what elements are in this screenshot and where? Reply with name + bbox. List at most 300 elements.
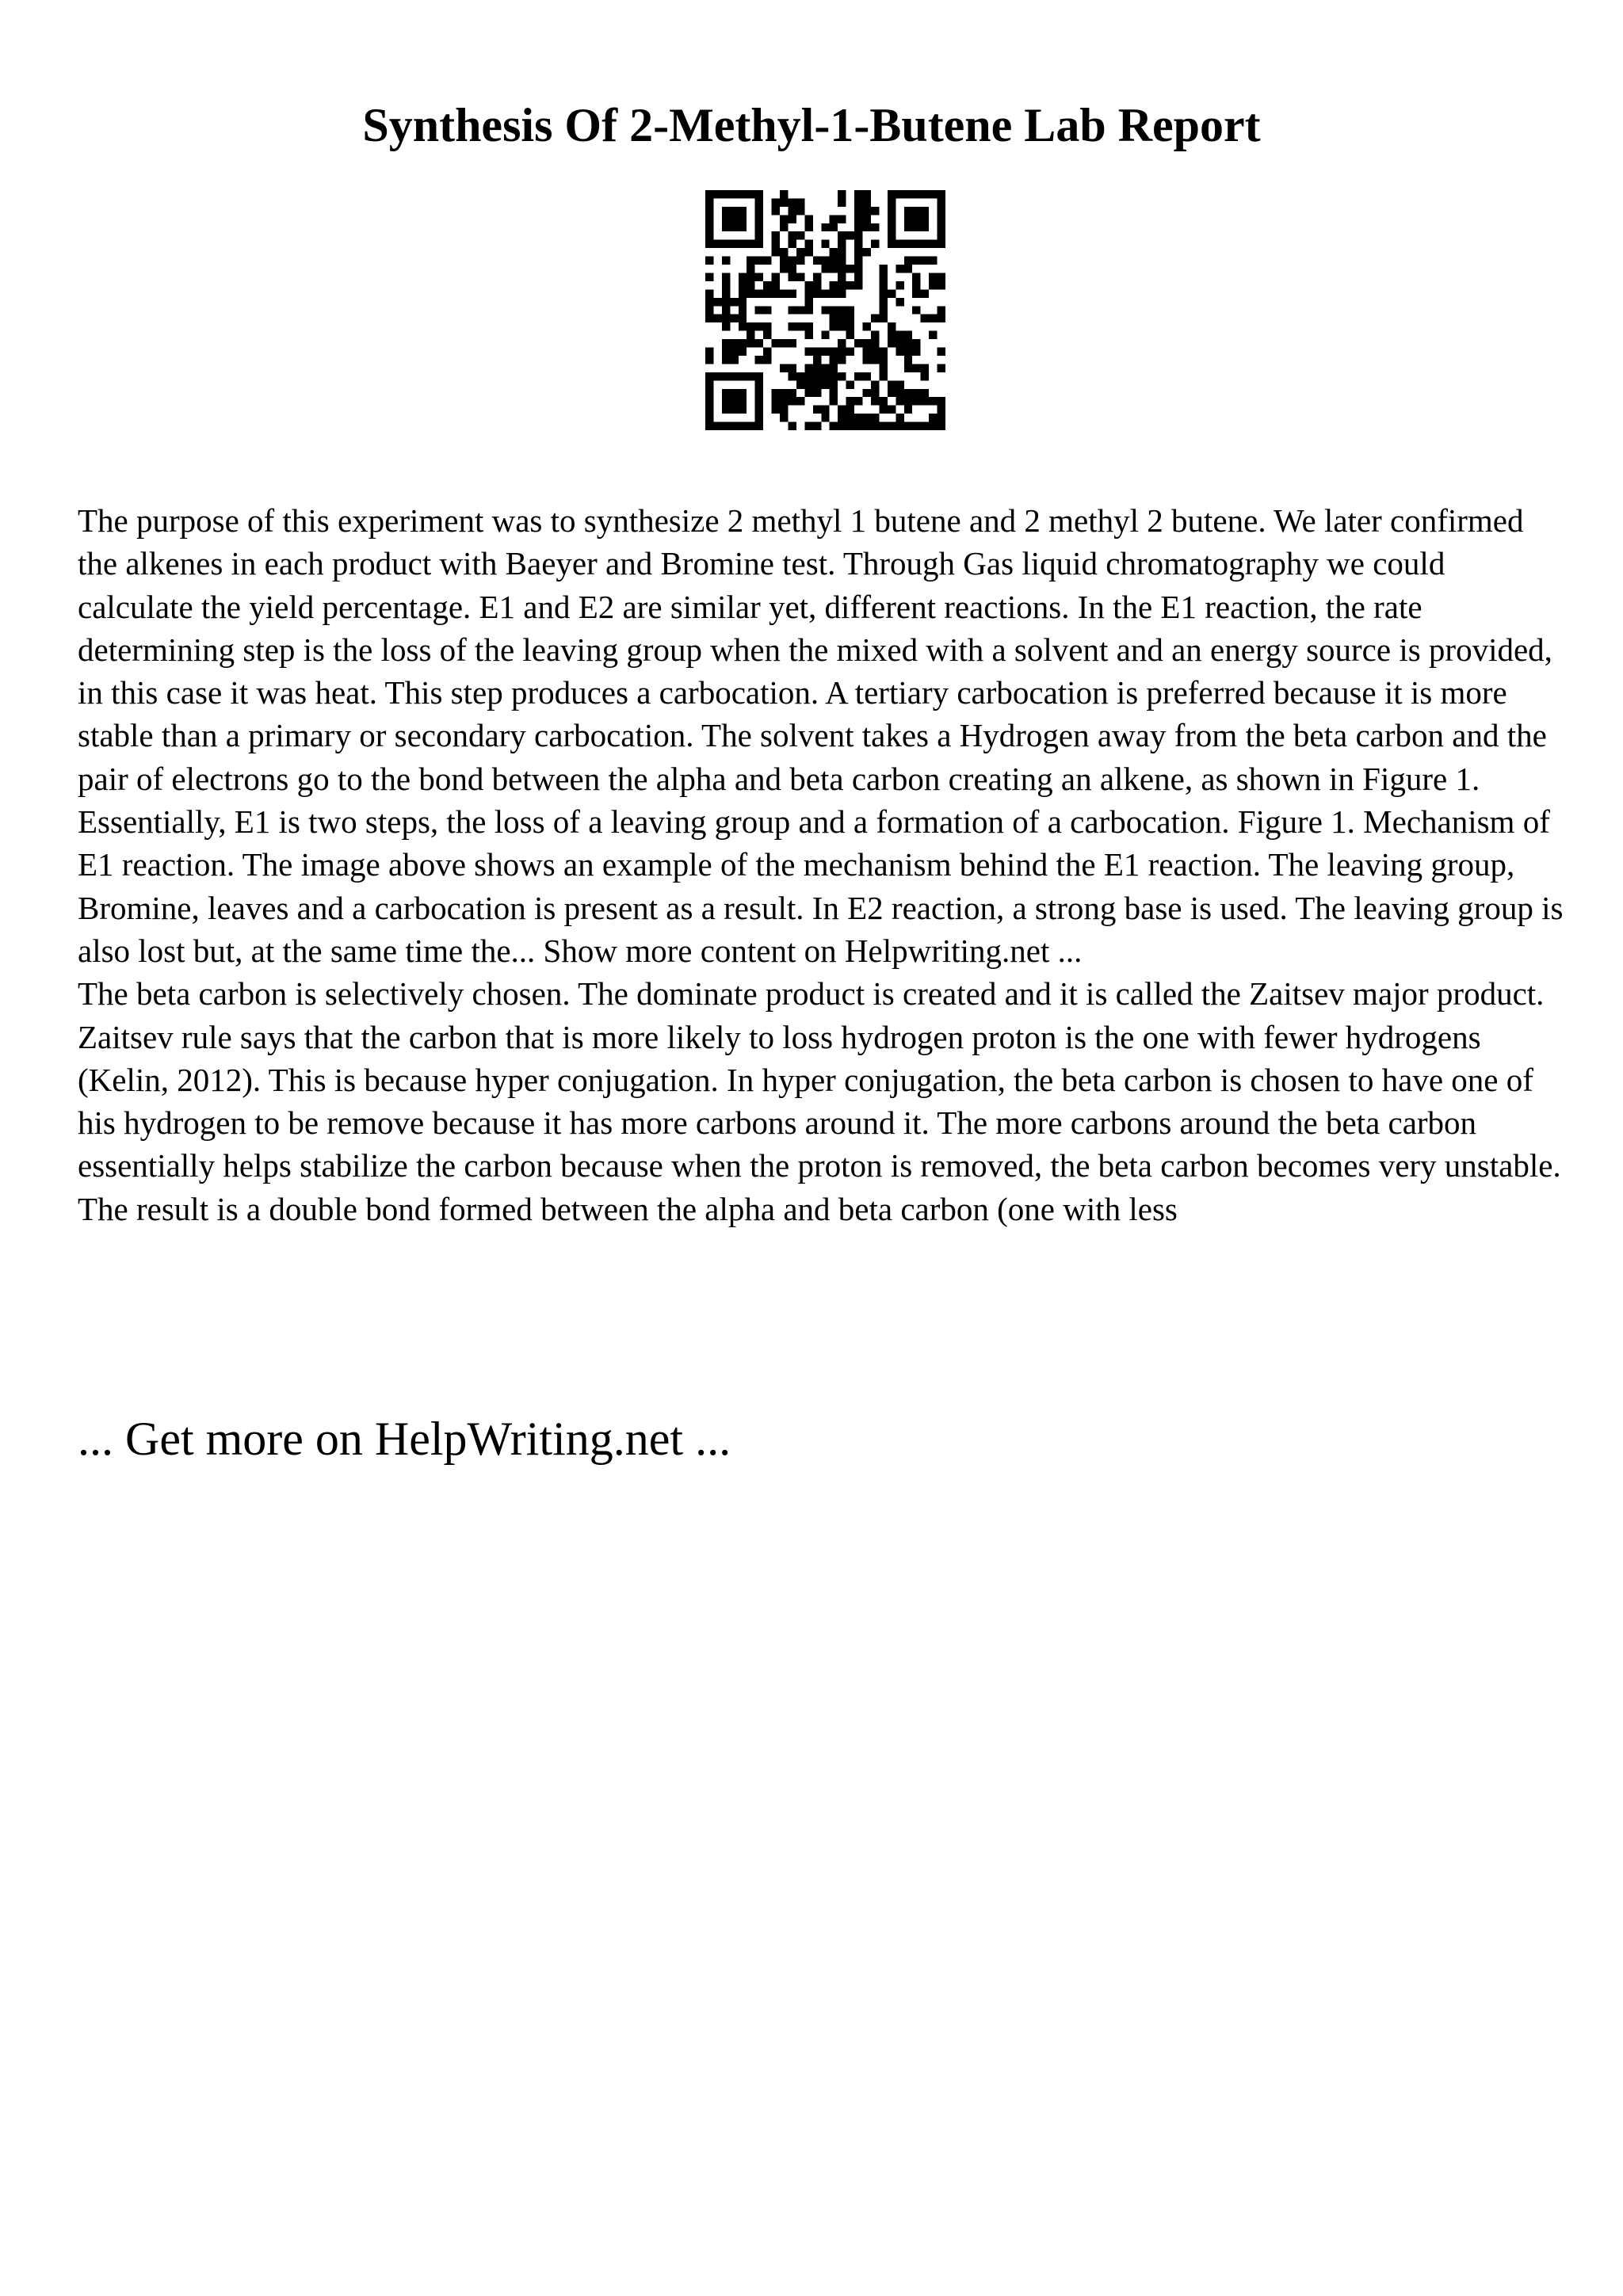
qr-module — [879, 372, 887, 380]
qr-module — [879, 273, 887, 280]
qr-module — [871, 207, 879, 215]
qr-module — [863, 422, 871, 430]
qr-module — [821, 364, 829, 372]
qr-module — [854, 240, 862, 248]
qr-module — [813, 406, 821, 414]
qr-module — [772, 389, 780, 397]
qr-module — [854, 223, 862, 231]
qr-module — [796, 198, 804, 206]
qr-module — [871, 315, 879, 322]
qr-module — [788, 240, 796, 248]
qr-module — [912, 273, 920, 280]
qr-module — [863, 223, 871, 231]
qr-module — [838, 265, 846, 273]
qr-module — [929, 414, 937, 421]
qr-module — [705, 315, 713, 322]
qr-module — [804, 348, 812, 356]
qr-module — [854, 265, 862, 273]
qr-module — [780, 389, 788, 397]
qr-module — [871, 397, 879, 405]
qr-module — [838, 414, 846, 421]
qr-module — [938, 273, 945, 280]
qr-module — [838, 348, 846, 356]
qr-module — [821, 240, 829, 248]
qr-module — [755, 339, 763, 347]
qr-module — [921, 315, 929, 322]
qr-module — [763, 331, 771, 339]
qr-module — [879, 406, 887, 414]
qr-module — [780, 339, 788, 347]
qr-module — [904, 265, 912, 273]
qr-module — [846, 406, 854, 414]
qr-module — [854, 281, 862, 289]
qr-module — [846, 322, 854, 330]
qr-module — [929, 281, 937, 289]
qr-module — [705, 289, 713, 297]
qr-module — [705, 298, 713, 306]
qr-module — [796, 306, 804, 314]
qr-module — [838, 240, 846, 248]
qr-module — [871, 240, 879, 248]
qr-module — [830, 215, 838, 223]
qr-code-icon — [705, 190, 945, 430]
qr-module — [772, 397, 780, 405]
qr-module — [871, 389, 879, 397]
qr-module — [788, 265, 796, 273]
qr-module — [854, 190, 862, 198]
qr-module — [796, 248, 804, 256]
qr-module — [796, 380, 804, 388]
qr-module — [830, 223, 838, 231]
qr-module — [846, 397, 854, 405]
qr-module — [838, 198, 846, 206]
qr-module — [830, 248, 838, 256]
qr-module — [838, 289, 846, 297]
qr-module — [705, 348, 713, 356]
qr-module — [854, 372, 862, 380]
qr-module — [788, 231, 796, 239]
qr-module — [938, 414, 945, 421]
qr-module — [863, 198, 871, 206]
qr-module — [730, 339, 738, 347]
qr-module — [730, 298, 738, 306]
qr-module — [854, 231, 862, 239]
qr-module — [747, 257, 754, 265]
qr-module — [854, 207, 862, 215]
qr-module — [804, 372, 812, 380]
qr-module — [938, 281, 945, 289]
qr-module — [879, 364, 887, 372]
qr-module — [838, 406, 846, 414]
qr-module — [739, 339, 747, 347]
qr-module — [722, 289, 730, 297]
qr-module — [788, 306, 796, 314]
qr-module — [722, 315, 730, 322]
qr-module — [938, 364, 945, 372]
qr-module — [921, 422, 929, 430]
qr-module — [796, 273, 804, 280]
qr-module — [904, 364, 912, 372]
qr-module — [863, 215, 871, 223]
qr-module — [772, 339, 780, 347]
qr-module — [879, 397, 887, 405]
qr-module — [722, 281, 730, 289]
qr-module — [821, 257, 829, 265]
qr-module — [739, 322, 747, 330]
qr-module — [804, 281, 812, 289]
qr-module — [772, 289, 780, 297]
qr-module — [879, 315, 887, 322]
qr-module — [929, 273, 937, 280]
qr-module — [804, 306, 812, 314]
qr-module — [780, 364, 788, 372]
qr-module — [938, 406, 945, 414]
qr-module — [888, 422, 896, 430]
qr-module — [747, 289, 754, 297]
qr-module — [846, 380, 854, 388]
qr-module — [854, 215, 862, 223]
qr-module — [813, 273, 821, 280]
qr-module — [780, 248, 788, 256]
qr-module — [739, 289, 747, 297]
qr-module — [813, 422, 821, 430]
qr-module — [838, 306, 846, 314]
qr-module — [804, 331, 812, 339]
qr-module — [854, 397, 862, 405]
qr-module — [722, 339, 730, 347]
qr-module — [871, 356, 879, 364]
qr-module — [780, 289, 788, 297]
qr-module — [904, 339, 912, 347]
qr-module — [879, 289, 887, 297]
qr-module — [813, 372, 821, 380]
qr-module — [796, 372, 804, 380]
qr-module — [804, 322, 812, 330]
qr-module — [780, 198, 788, 206]
qr-module — [772, 281, 780, 289]
article-body — [78, 499, 1568, 1230]
qr-module — [705, 356, 713, 364]
qr-module — [804, 223, 812, 231]
qr-module — [705, 306, 713, 314]
qr-module — [846, 281, 854, 289]
qr-module — [871, 223, 879, 231]
qr-module — [863, 322, 871, 330]
qr-module — [821, 265, 829, 273]
qr-module — [863, 207, 871, 215]
qr-module — [780, 406, 788, 414]
qr-module — [830, 356, 838, 364]
qr-module — [879, 356, 887, 364]
qr-module — [780, 265, 788, 273]
qr-module — [929, 257, 937, 265]
qr-module — [788, 339, 796, 347]
qr-module — [804, 240, 812, 248]
qr-module — [813, 257, 821, 265]
qr-module — [755, 306, 763, 314]
qr-module — [879, 422, 887, 430]
qr-module — [863, 389, 871, 397]
qr-module — [830, 306, 838, 314]
qr-module — [830, 281, 838, 289]
qr-module — [838, 372, 846, 380]
qr-module — [788, 257, 796, 265]
qr-module — [796, 322, 804, 330]
qr-module — [929, 397, 937, 405]
qr-module — [730, 348, 738, 356]
qr-module — [879, 298, 887, 306]
qr-module — [871, 414, 879, 421]
qr-module — [863, 356, 871, 364]
qr-module — [804, 380, 812, 388]
qr-module — [896, 414, 903, 421]
qr-module — [796, 207, 804, 215]
qr-module — [739, 348, 747, 356]
qr-module — [796, 257, 804, 265]
qr-module — [854, 248, 862, 256]
qr-module — [747, 273, 754, 280]
qr-module — [780, 190, 788, 198]
qr-module — [755, 257, 763, 265]
qr-module — [813, 364, 821, 372]
qr-module — [730, 356, 738, 364]
qr-module — [838, 322, 846, 330]
qr-module — [713, 298, 721, 306]
qr-module — [722, 306, 730, 314]
qr-module — [772, 231, 780, 239]
qr-module — [813, 348, 821, 356]
qr-module — [739, 281, 747, 289]
qr-module — [929, 315, 937, 322]
qr-module — [888, 389, 896, 397]
qr-module — [879, 265, 887, 273]
qr-module — [871, 339, 879, 347]
qr-module — [896, 265, 903, 273]
qr-module — [896, 389, 903, 397]
qr-module — [796, 231, 804, 239]
paragraph-1: The purpose of this experiment was to synthesize 2 methyl 1 butene and 2 methyl 2 butene. We later confirmed the alkenes in each product with Baeyer and Bromine test. Through Gas liquid chromatography we could calculate the yield percentage. E1 and E2 are similar yet, different reactions. In the E1 reaction, the rate determining step is the loss of the leaving group when the mixed with a solvent and an energy source is provided, in this case it was heat. This step produces a carbocation. A tertiary carbocation is preferred because it is more stable than a primary or secondary carbocation. The solvent takes a Hydrogen away from the beta carbon and the pair of electrons go to the bond between the alpha and beta carbon creating an alkene, as shown in Figure 1. Essentially, E1 is two steps, the loss of a leaving group and a formation of a carbocation. Figure 1. Mechanism of E1 reaction. The image above shows an example of the mechanism behind the E1 reaction. The leaving group, Bromine, leaves and a carbocation is present as a result. In E2 reaction, a strong base is used. The leaving group is also lost but, at the same time the... Show more content on Helpwriting.net ... — [78, 502, 1564, 969]
qr-module — [722, 257, 730, 265]
qr-module — [896, 298, 903, 306]
qr-module — [888, 380, 896, 388]
qr-module — [830, 380, 838, 388]
qr-module — [804, 389, 812, 397]
qr-module — [821, 306, 829, 314]
qr-module — [838, 248, 846, 256]
qr-module — [854, 257, 862, 265]
qr-module — [896, 348, 903, 356]
qr-module — [854, 339, 862, 347]
paragraph-2: The beta carbon is selectively chosen. The dominate product is created and it is called the Zaitsev major product. Zaitsev rule says that the carbon that is more likely to loss hydrogen proton is the one with fewer hydrogens (Kelin, 2012). This is because hyper conjugation. In hyper conjugation, the beta carbon is chosen to have one of his hydrogen to be remove because it has more carbons around it. The more carbons around the beta carbon essentially helps stabilize the carbon because when the proton is removed, the beta carbon becomes very unstable. The result is a double bond formed between the alpha and beta carbon (one with less — [78, 975, 1561, 1227]
qr-module — [846, 306, 854, 314]
qr-module — [921, 257, 929, 265]
qr-module — [739, 315, 747, 322]
qr-module — [938, 397, 945, 405]
qr-module — [821, 223, 829, 231]
qr-module — [846, 231, 854, 239]
qr-module — [713, 315, 721, 322]
qr-module — [854, 198, 862, 206]
qr-module — [896, 339, 903, 347]
qr-module — [879, 306, 887, 314]
qr-module — [929, 331, 937, 339]
qr-module — [896, 422, 903, 430]
qr-module — [838, 356, 846, 364]
qr-module — [730, 315, 738, 322]
qr-module — [722, 322, 730, 330]
qr-module — [705, 257, 713, 265]
qr-module — [722, 356, 730, 364]
qr-module — [904, 356, 912, 364]
qr-module — [838, 315, 846, 322]
qr-module — [763, 289, 771, 297]
qr-module — [772, 240, 780, 248]
get-more-link[interactable]: ... Get more on HelpWriting.net ... — [78, 1413, 731, 1465]
qr-module — [739, 298, 747, 306]
qr-module — [830, 397, 838, 405]
qr-module — [739, 306, 747, 314]
qr-module — [747, 322, 754, 330]
qr-module — [912, 257, 920, 265]
qr-module — [747, 339, 754, 347]
qr-module — [804, 364, 812, 372]
qr-module — [788, 397, 796, 405]
qr-module — [838, 281, 846, 289]
qr-module — [747, 281, 754, 289]
qr-module — [780, 414, 788, 421]
qr-module — [938, 422, 945, 430]
qr-module — [921, 289, 929, 297]
qr-module — [821, 331, 829, 339]
qr-module — [871, 348, 879, 356]
qr-module — [796, 397, 804, 405]
qr-module — [830, 257, 838, 265]
qr-module — [813, 356, 821, 364]
qr-module — [888, 289, 896, 297]
qr-module — [896, 397, 903, 405]
qr-module — [863, 348, 871, 356]
qr-module — [854, 273, 862, 280]
qr-module — [846, 315, 854, 322]
qr-module — [821, 414, 829, 421]
qr-module — [772, 406, 780, 414]
qr-module — [821, 372, 829, 380]
qr-module — [938, 348, 945, 356]
qr-module — [763, 306, 771, 314]
qr-module — [830, 265, 838, 273]
qr-module — [871, 380, 879, 388]
qr-module — [772, 198, 780, 206]
qr-module — [804, 422, 812, 430]
qr-module — [804, 298, 812, 306]
qr-module — [788, 372, 796, 380]
qr-module — [830, 315, 838, 322]
qr-module — [780, 223, 788, 231]
qr-module — [912, 281, 920, 289]
qr-module — [904, 348, 912, 356]
qr-module — [854, 414, 862, 421]
qr-module — [821, 380, 829, 388]
qr-module — [846, 414, 854, 421]
qr-module — [830, 422, 838, 430]
qr-module — [821, 289, 829, 297]
qr-module — [863, 372, 871, 380]
qr-module — [772, 273, 780, 280]
qr-module — [830, 364, 838, 372]
qr-module — [821, 406, 829, 414]
qr-module — [938, 306, 945, 314]
qr-module — [921, 389, 929, 397]
qr-module — [788, 289, 796, 297]
qr-module — [879, 348, 887, 356]
qr-code-graphic — [705, 190, 945, 430]
qr-module — [763, 257, 771, 265]
qr-module — [863, 190, 871, 198]
qr-module — [772, 207, 780, 215]
qr-module — [888, 331, 896, 339]
qr-module — [912, 339, 920, 347]
qr-module — [830, 389, 838, 397]
qr-module — [846, 348, 854, 356]
qr-module — [904, 331, 912, 339]
qr-module — [904, 257, 912, 265]
qr-module — [904, 406, 912, 414]
page-title: Synthesis Of 2-Methyl-1-Butene Lab Report — [362, 99, 1261, 151]
qr-module — [838, 339, 846, 347]
qr-module — [780, 257, 788, 265]
qr-module — [763, 281, 771, 289]
qr-module — [888, 322, 896, 330]
qr-module — [788, 322, 796, 330]
qr-module — [838, 215, 846, 223]
qr-module — [788, 198, 796, 206]
qr-module — [938, 315, 945, 322]
qr-module — [863, 339, 871, 347]
qr-module — [780, 397, 788, 405]
qr-module — [788, 364, 796, 372]
qr-module — [788, 215, 796, 223]
qr-module — [854, 422, 862, 430]
qr-module — [838, 257, 846, 265]
qr-module — [912, 397, 920, 405]
qr-module — [838, 273, 846, 280]
qr-module — [921, 372, 929, 380]
qr-module — [838, 422, 846, 430]
qr-module — [904, 422, 912, 430]
qr-module — [871, 331, 879, 339]
qr-module — [813, 389, 821, 397]
qr-module — [921, 364, 929, 372]
qr-module — [912, 306, 920, 314]
qr-module — [813, 281, 821, 289]
qr-module — [863, 248, 871, 256]
qr-module — [788, 422, 796, 430]
qr-module — [788, 389, 796, 397]
qr-module — [888, 406, 896, 414]
qr-module — [755, 356, 763, 364]
qr-module — [912, 422, 920, 430]
qr-module — [788, 207, 796, 215]
qr-module — [722, 348, 730, 356]
qr-module — [755, 273, 763, 280]
qr-module — [904, 389, 912, 397]
qr-module — [830, 372, 838, 380]
qr-module — [912, 389, 920, 397]
qr-module — [763, 356, 771, 364]
qr-module — [821, 348, 829, 356]
qr-module — [830, 322, 838, 330]
qr-module — [763, 322, 771, 330]
